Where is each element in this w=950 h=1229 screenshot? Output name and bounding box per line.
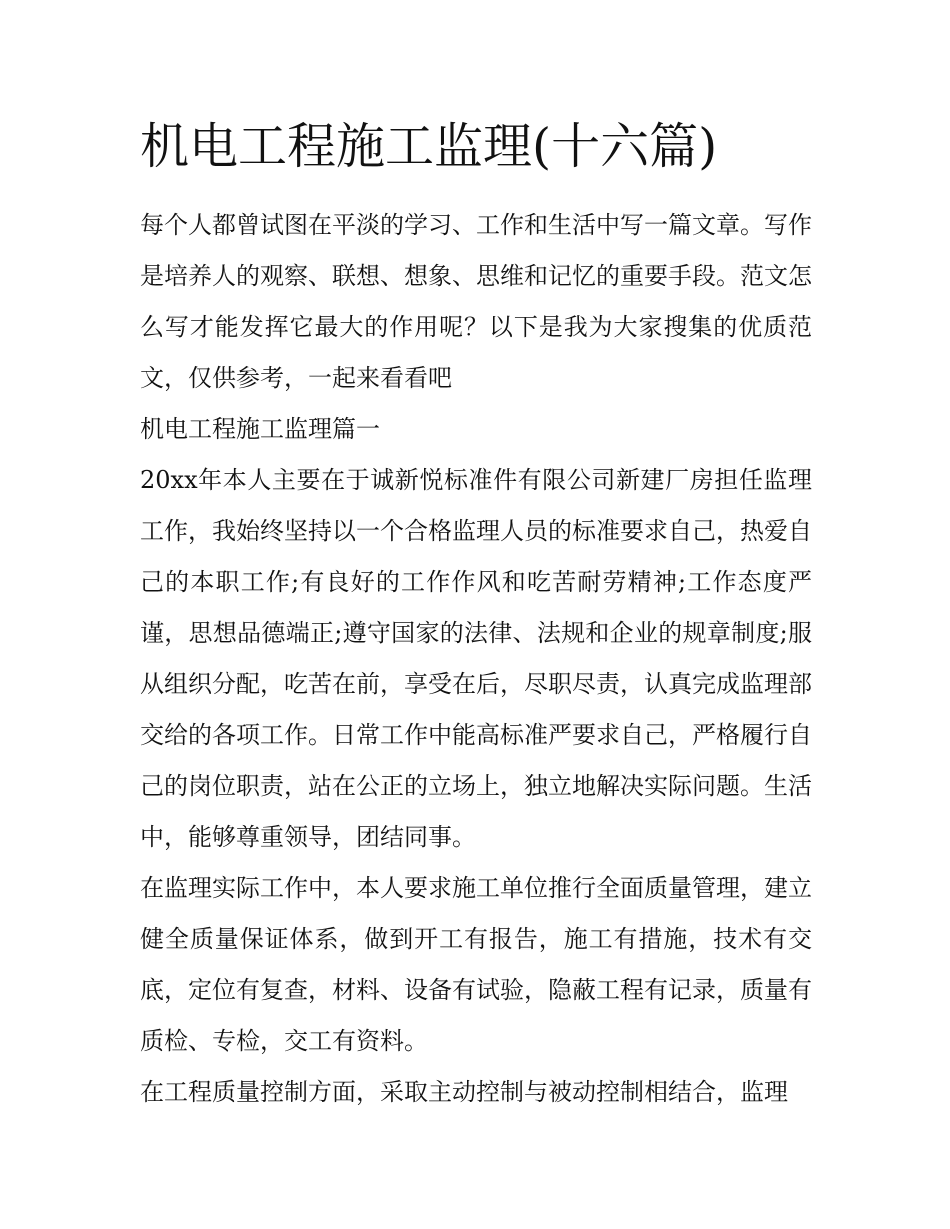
body-paragraph-3: 在工程质量控制方面，采取主动控制与被动控制相结合，监理 [140,1078,788,1106]
body-paragraph-1: 20xx年本人主要在于诚新悦标准件有限公司新建厂房担任监理工作，我始终坚持以一个合格监理人员的标准要求自己，热爱自己的本职工作;有良好的工作作风和吃苦耐劳精神;工作态度严谨，思想品德端正;遵守国家的法律、法规和企业的规章制度;服从组织分配，吃苦在前，享受在后，尽职尽责，认真完成监理部交给的各项工作。日常工作中能高标准严要求自己，严格履行自己的岗位职责，站在公正的立场上，独立地解决实际问题。生活中，能够尊重领导，团结同事。 [140,466,812,851]
intro-paragraph: 每个人都曾试图在平淡的学习、工作和生活中写一篇文章。写作是培养人的观察、联想、想象、思维和记忆的重要手段。范文怎么写才能发挥它最大的作用呢？以下是我为大家搜集的优质范文，仅供参考，一起来看看吧 [140,211,812,392]
document-content [140,112,812,1118]
section-heading: 机电工程施工监理篇一 [140,415,380,443]
document-title: 机电工程施工监理(十六篇) [140,118,718,175]
body-paragraph-2: 在监理实际工作中，本人要求施工单位推行全面质量管理，建立健全质量保证体系，做到开工有报告，施工有措施，技术有交底，定位有复查，材料、设备有试验，隐蔽工程有记录，质量有质检、专检，交工有资料。 [140,874,812,1055]
